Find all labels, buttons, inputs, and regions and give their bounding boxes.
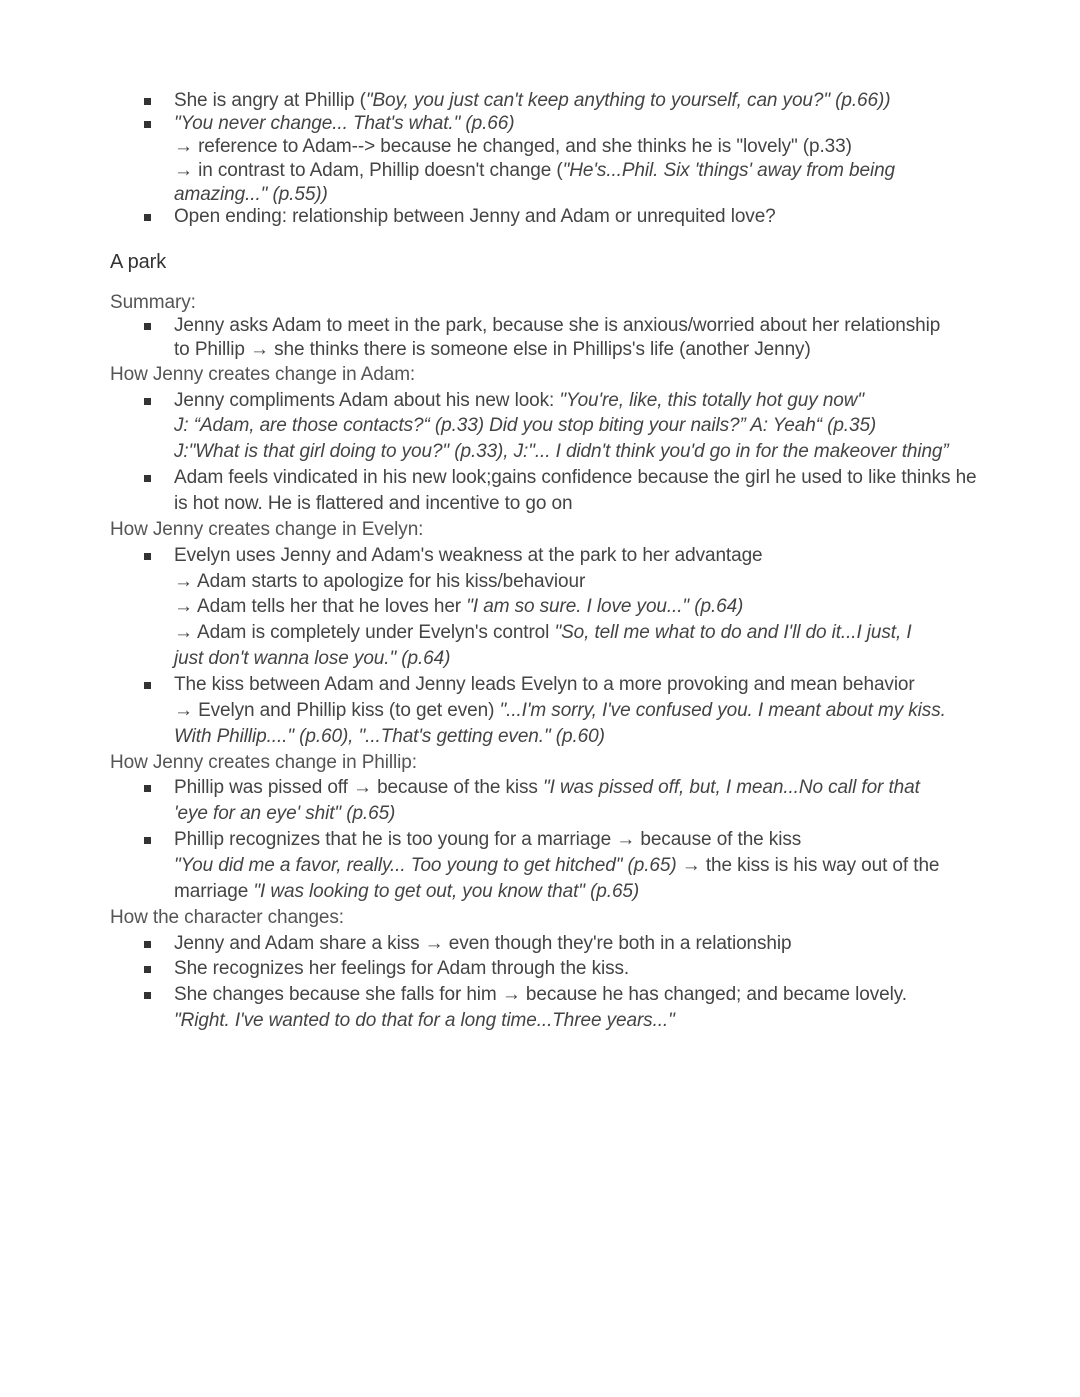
- line-text: to Phillip → she thinks there is someone else in Phillips's life (another Jenny): [174, 339, 811, 360]
- bullet-line: [174, 544, 763, 568]
- bullet-line: [174, 414, 876, 438]
- bullet-line: [174, 1009, 675, 1033]
- bullet-line: [174, 135, 852, 159]
- bullet-marker: [144, 992, 151, 999]
- bullet-line: [174, 205, 776, 229]
- bullet-line: [174, 621, 912, 645]
- character-change-label: How the character changes:: [110, 907, 344, 928]
- bullet-marker: [144, 214, 151, 221]
- bullet-line: [174, 389, 864, 413]
- bullet-line: [174, 957, 629, 981]
- line-text: Jenny and Adam share a kiss → even though they're both in a relationship: [174, 933, 792, 954]
- bullet-line: [174, 725, 605, 749]
- bullet-line: [174, 570, 585, 594]
- section-heading: A park: [110, 251, 167, 273]
- line-text: Adam feels vindicated in his new look;gains confidence because the girl he used to like thinks he: [174, 467, 977, 488]
- summary-label: Summary:: [110, 292, 196, 313]
- bullet-line: [174, 112, 514, 136]
- line-text: Open ending: relationship between Jenny and Adam or unrequited love?: [174, 206, 776, 227]
- bullet-line: [174, 159, 895, 183]
- quote-text: With Phillip...." (p.60), "...That's getting even." (p.60): [174, 726, 605, 747]
- evelyn-change-label: How Jenny creates change in Evelyn:: [110, 519, 424, 540]
- bullet-line: [174, 880, 639, 904]
- bullet-marker: [144, 941, 151, 948]
- quote-text: "You're, like, this totally hot guy now": [559, 390, 865, 411]
- bullet-line: [174, 492, 572, 516]
- quote-text: "I was pissed off, but, I mean...No call for that: [543, 777, 920, 798]
- bullet-line: [174, 932, 791, 956]
- bullet-line: [174, 338, 811, 362]
- quote-text: J:"What is that girl doing to you?" (p.33), J:"... I didn't think you'd go in for the makeover thing”: [174, 441, 949, 462]
- quote-text: "Right. I've wanted to do that for a long time...Three years...": [174, 1010, 675, 1031]
- adam-change-label: How Jenny creates change in Adam:: [110, 364, 416, 385]
- quote-text: "You never change... That's what." (p.66): [174, 113, 515, 134]
- bullet-marker: [144, 475, 151, 482]
- bullet-marker: [144, 785, 151, 792]
- line-text: Jenny compliments Adam about his new look:: [174, 390, 560, 411]
- line-text: Phillip recognizes that he is too young for a marriage → because of the kiss: [174, 829, 802, 850]
- bullet-marker: [144, 398, 151, 405]
- bullet-line: [174, 440, 949, 464]
- bullet-marker: [144, 98, 151, 105]
- bullet-line: [174, 183, 328, 207]
- bullet-marker: [144, 837, 151, 844]
- bullet-line: [174, 466, 977, 490]
- bullet-line: [174, 983, 907, 1007]
- bullet-marker: [144, 323, 151, 330]
- bullet-line: [174, 828, 801, 852]
- quote-text: "I was looking to get out, you know that" (p.65): [253, 881, 640, 902]
- line-text: Phillip was pissed off → because of the kiss: [174, 777, 544, 798]
- line-text: is hot now. He is flattered and incentive to go on: [174, 493, 573, 514]
- line-text: → in contrast to Adam, Phillip doesn't change (: [174, 160, 563, 181]
- bullet-marker: [144, 966, 151, 973]
- line-text: → Adam starts to apologize for his kiss/behaviour: [174, 571, 586, 592]
- quote-text: J: “Adam, are those contacts?“ (p.33) Did you stop biting your nails?” A: Yeah“ (p.35): [174, 415, 877, 436]
- line-text: → the kiss is his way out of the: [676, 855, 940, 876]
- line-text: She is angry at Phillip (: [174, 90, 366, 111]
- line-text: The kiss between Adam and Jenny leads Evelyn to a more provoking and mean behavior: [174, 674, 915, 695]
- bullet-marker: [144, 553, 151, 560]
- line-text: → Evelyn and Phillip kiss (to get even): [174, 700, 500, 721]
- bullet-marker: [144, 121, 151, 128]
- bullet-line: [174, 802, 395, 826]
- quote-text: 'eye for an eye' shit" (p.65): [174, 803, 396, 824]
- line-text: Evelyn uses Jenny and Adam's weakness at the park to her advantage: [174, 545, 763, 566]
- quote-text: amazing..." (p.55)): [174, 184, 328, 205]
- bullet-line: [174, 673, 915, 697]
- line-text: → Adam tells her that he loves her: [174, 596, 467, 617]
- quote-text: "I am so sure. I love you..." (p.64): [466, 596, 744, 617]
- line-text: marriage: [174, 881, 254, 902]
- quote-text: "You did me a favor, really... Too young to get hitched" (p.65): [174, 855, 677, 876]
- phillip-change-label: How Jenny creates change in Phillip:: [110, 752, 417, 773]
- quote-text: just don't wanna lose you." (p.64): [174, 648, 451, 669]
- line-text: She changes because she falls for him → because he has changed; and became lovely.: [174, 984, 907, 1005]
- line-text: She recognizes her feelings for Adam through the kiss.: [174, 958, 630, 979]
- line-text: → reference to Adam--> because he changed, and she thinks he is "lovely" (p.33): [174, 136, 852, 157]
- line-text: → Adam is completely under Evelyn's control: [174, 622, 555, 643]
- bullet-line: [174, 647, 450, 671]
- line-text: Jenny asks Adam to meet in the park, because she is anxious/worried about her relationship: [174, 315, 941, 336]
- bullet-line: [174, 595, 743, 619]
- bullet-line: [174, 699, 946, 723]
- bullet-line: [174, 89, 890, 113]
- quote-text: "Boy, you just can't keep anything to yourself, can you?" (p.66)): [365, 90, 891, 111]
- bullet-line: [174, 854, 939, 878]
- quote-text: "...I'm sorry, I've confused you. I meant about my kiss.: [499, 700, 946, 721]
- quote-text: "So, tell me what to do and I'll do it...I just, I: [554, 622, 912, 643]
- bullet-line: [174, 314, 940, 338]
- bullet-line: [174, 776, 920, 800]
- quote-text: "He's...Phil. Six 'things' away from being: [562, 160, 896, 181]
- bullet-marker: [144, 682, 151, 689]
